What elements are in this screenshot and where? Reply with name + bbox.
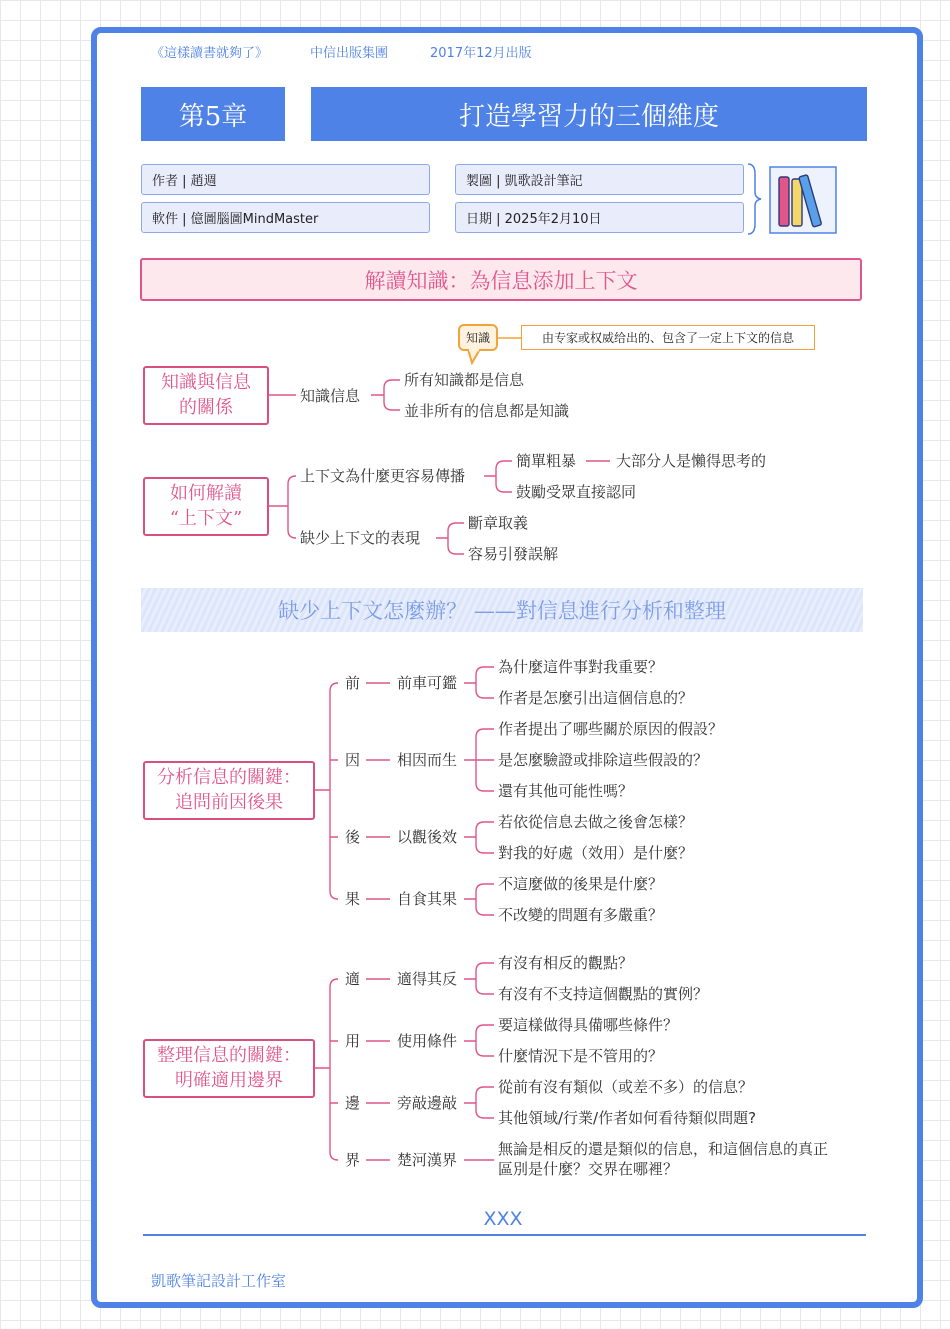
organize-name-jie: 楚河漢界 xyxy=(397,1151,458,1169)
organize-leaf: 從前有沒有類似（或差不多）的信息？ xyxy=(498,1078,754,1096)
date-info: 日期 | 2025年2月10日 xyxy=(455,202,744,233)
topic-read-context: 如何解讀 “上下文” xyxy=(143,477,269,536)
organize-key-bian: 邊 xyxy=(345,1094,361,1112)
analysis-leaf: 作者提出了哪些關於原因的假設？ xyxy=(498,720,724,738)
drawn-by-info: 製圖 | 凱歌設計筆記 xyxy=(455,164,744,195)
leaf-misunderstanding: 容易引發誤解 xyxy=(468,545,559,563)
organize-key-shi: 適 xyxy=(345,970,361,988)
book-title: 《這樣讀書就夠了》 xyxy=(151,46,269,61)
leaf-lazy-thinking: 大部分人是懶得思考的 xyxy=(616,452,767,470)
analysis-name-guo: 自食其果 xyxy=(397,890,458,908)
organize-leaf: 有沒有不支持這個觀點的實例？ xyxy=(498,985,709,1003)
knowledge-callout: 知識 xyxy=(458,324,498,351)
organize-name-bian: 旁敲邊敲 xyxy=(397,1094,458,1112)
analysis-leaf: 是怎麼驗證或排除這些假設的？ xyxy=(498,751,709,769)
organize-leaf: 其他領域/行業/作者如何看待類似問題? xyxy=(498,1109,757,1127)
branch-lack-context: 缺少上下文的表現 xyxy=(300,529,421,547)
branch-knowledge-info: 知識信息 xyxy=(300,387,361,405)
analysis-key-guo: 果 xyxy=(345,890,361,908)
organize-leaf: 有沒有相反的觀點？ xyxy=(498,954,634,972)
author-info: 作者 | 趙週 xyxy=(141,164,430,195)
analysis-leaf: 作者是怎麼引出這個信息的？ xyxy=(498,689,694,707)
callout-pointer-icon xyxy=(466,349,486,365)
chapter-title: 打造學習力的三個維度 xyxy=(311,87,867,141)
knowledge-note: 由专家或权威给出的、包含了一定上下文的信息 xyxy=(521,325,815,350)
leaf-simple-crude: 簡單粗暴 xyxy=(516,452,577,470)
analysis-key-yin: 因 xyxy=(345,751,361,769)
analysis-name-qian: 前車可鑑 xyxy=(397,674,458,692)
chapter-number: 第5章 xyxy=(141,87,285,141)
software-info: 軟件 | 億圖腦圖MindMaster xyxy=(141,202,430,233)
analysis-leaf: 為什麼這件事對我重要？ xyxy=(498,658,664,676)
publisher: 中信出版集團 xyxy=(310,46,389,61)
analysis-leaf: 不這麼做的後果是什麼？ xyxy=(498,875,664,893)
analysis-name-yin: 相因而生 xyxy=(397,751,458,769)
organize-leaf: 無論是相反的還是類似的信息，和這個信息的真正 區別是什麼？交界在哪裡？ xyxy=(498,1140,829,1178)
topic-analysis: 分析信息的關鍵： 追問前因後果 xyxy=(143,761,315,820)
topic-organize: 整理信息的關鍵： 明確適用邊界 xyxy=(143,1039,315,1098)
leaf-out-of-context: 斷章取義 xyxy=(468,514,529,532)
analysis-leaf: 若依從信息去做之後會怎樣？ xyxy=(498,813,694,831)
leaf-all-knowledge-info: 所有知識都是信息 xyxy=(404,371,525,389)
section1-banner: 解讀知識：為信息添加上下文 xyxy=(140,258,862,301)
organize-name-shi: 適得其反 xyxy=(397,970,458,988)
analysis-leaf: 還有其他可能性嗎？ xyxy=(498,782,634,800)
analysis-key-hou: 後 xyxy=(345,828,361,846)
section2-banner: 缺少上下文怎麼辦？ ——對信息進行分析和整理 xyxy=(141,588,863,632)
branch-why-spread: 上下文為什麼更容易傳播 xyxy=(300,467,466,485)
footer-divider xyxy=(143,1234,866,1236)
leaf-encourage-agree: 鼓勵受眾直接認同 xyxy=(516,483,637,501)
footer-center: XXX xyxy=(483,1208,523,1230)
analysis-name-hou: 以觀後效 xyxy=(397,828,458,846)
publish-date: 2017年12月出版 xyxy=(430,46,532,61)
leaf-not-all-info-knowledge: 並非所有的信息都是知識 xyxy=(404,402,570,420)
topic-knowledge-info: 知識與信息 的關係 xyxy=(143,366,269,425)
organize-key-yong: 用 xyxy=(345,1032,361,1050)
analysis-leaf: 對我的好處（效用）是什麼？ xyxy=(498,844,694,862)
organize-leaf: 什麼情況下是不管用的？ xyxy=(498,1047,664,1065)
organize-name-yong: 使用條件 xyxy=(397,1032,458,1050)
callout-link xyxy=(497,336,523,340)
analysis-leaf: 不改變的問題有多嚴重？ xyxy=(498,906,664,924)
organize-key-jie: 界 xyxy=(345,1151,361,1169)
organize-leaf: 要這樣做得具備哪些條件？ xyxy=(498,1016,679,1034)
footer-studio: 凱歌筆記設計工作室 xyxy=(151,1272,287,1290)
analysis-key-qian: 前 xyxy=(345,674,361,692)
